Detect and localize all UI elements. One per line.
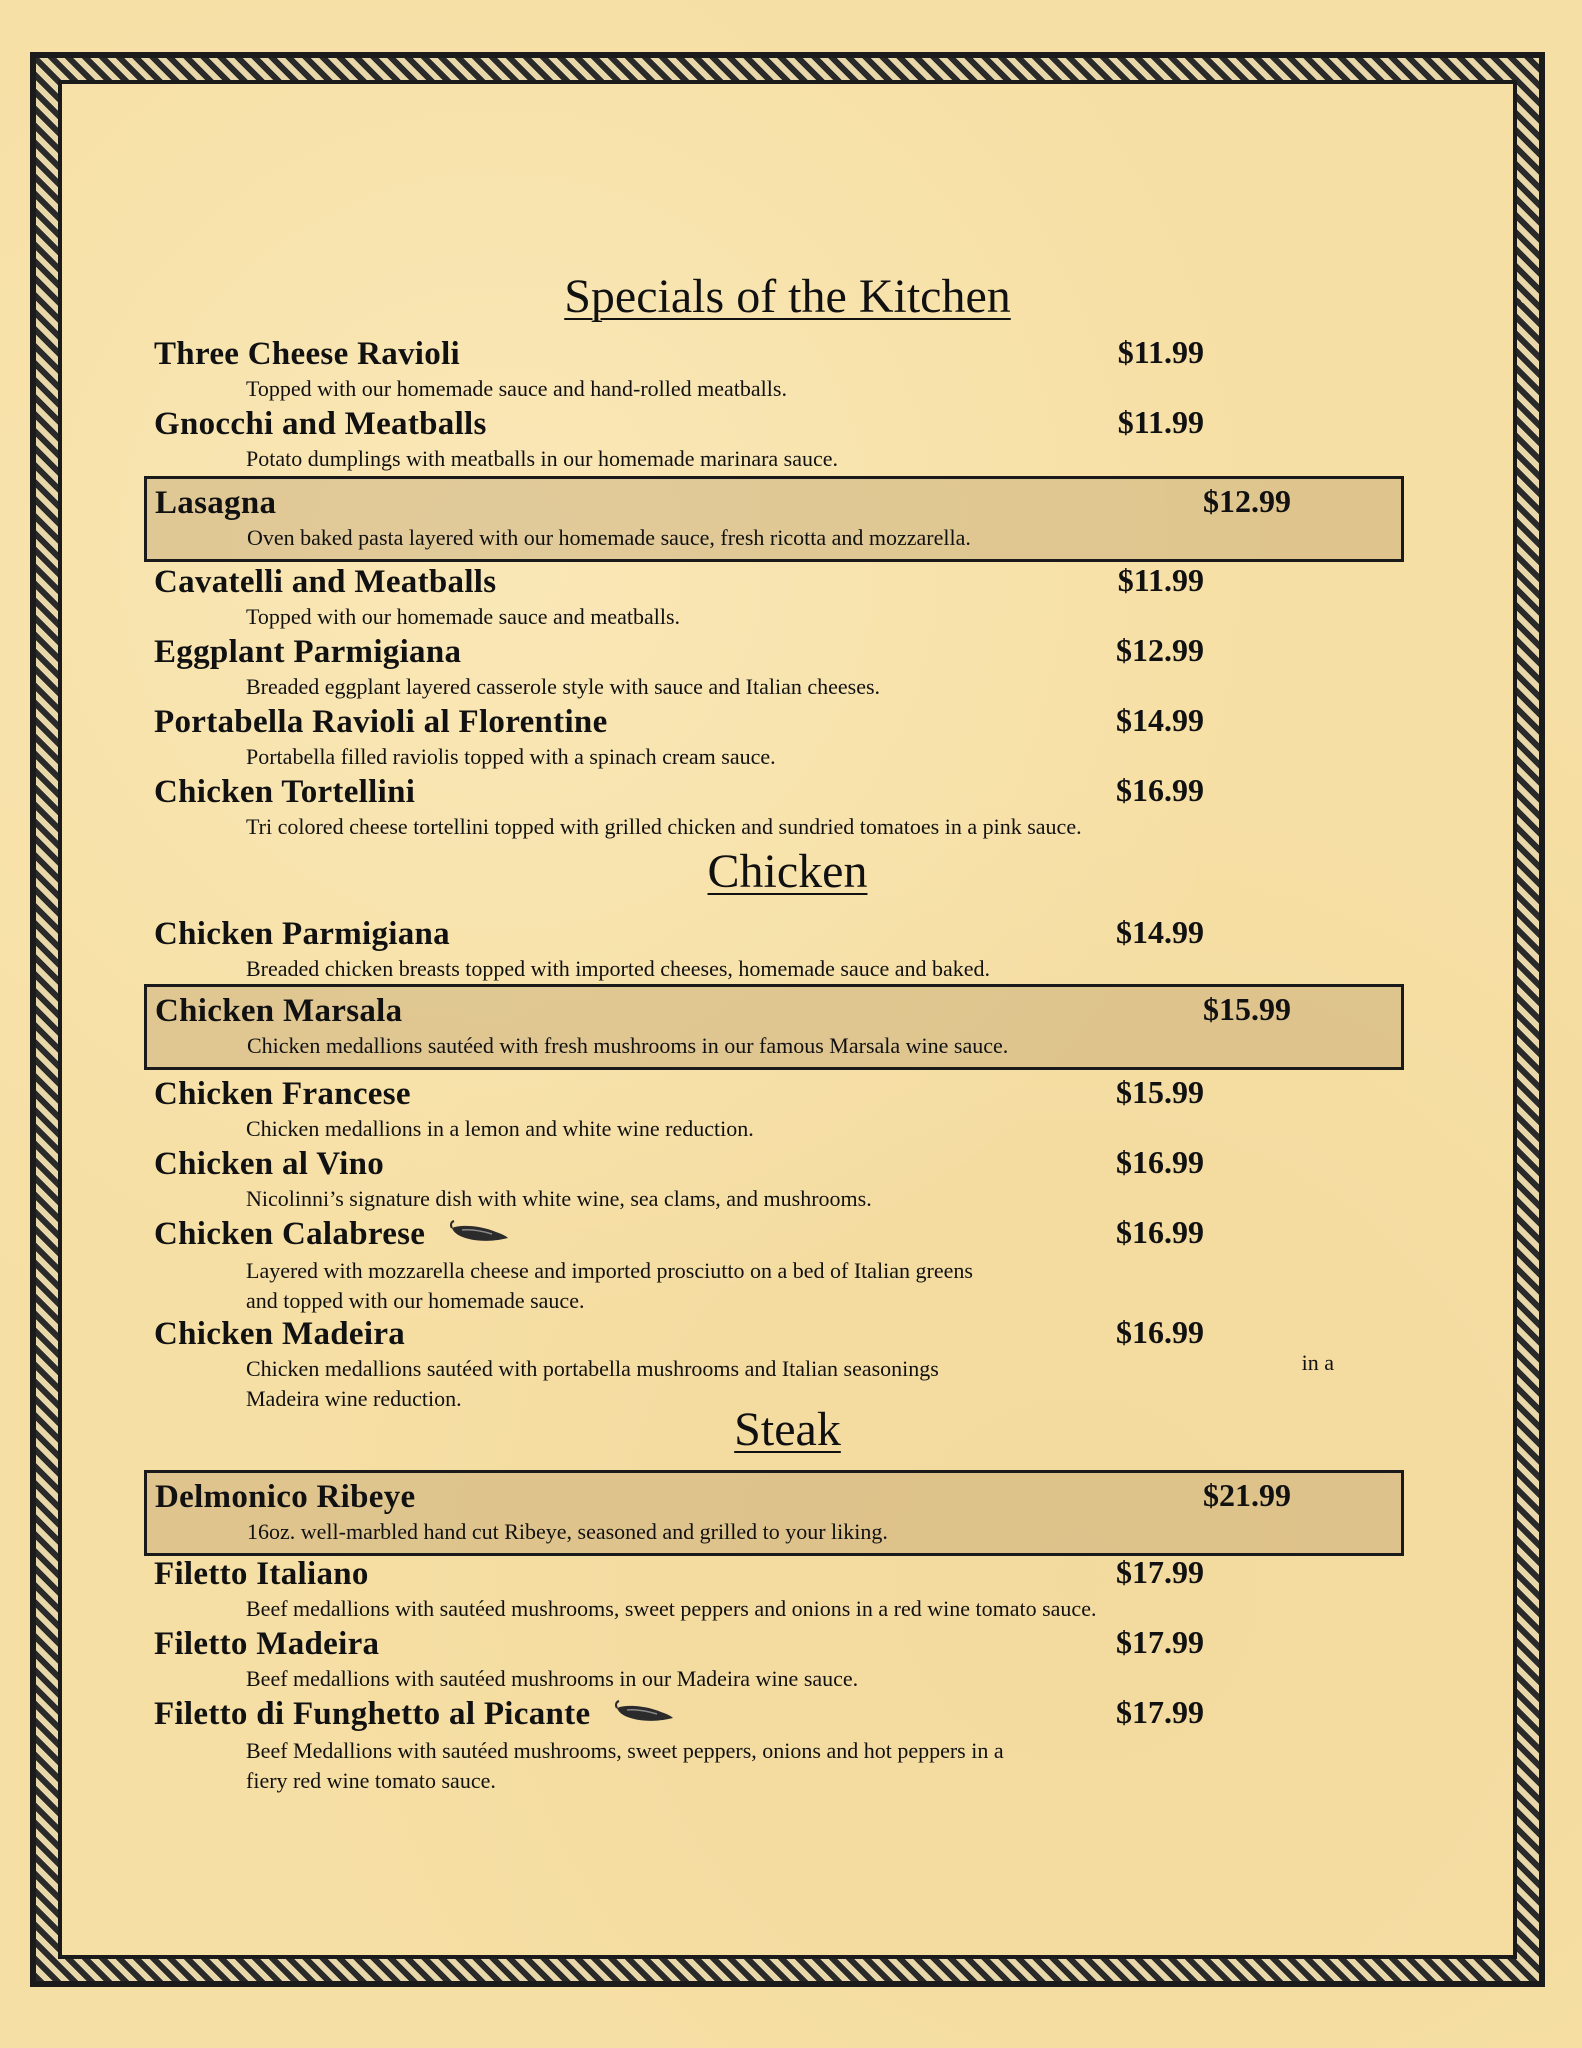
item-description: Portabella filled raviolis topped with a spinach cream sauce.: [246, 744, 776, 769]
menu-item-eggplant-parmigiana: [154, 632, 1294, 702]
item-price: $12.99: [1203, 483, 1291, 519]
section-title-steak: Steak: [734, 1403, 841, 1456]
chili-pepper-icon: [613, 1696, 675, 1736]
item-name: Chicken Marsala: [155, 993, 403, 1029]
item-price: $11.99: [1117, 404, 1204, 440]
menu-border: [30, 52, 1545, 1987]
item-price: $17.99: [1116, 1624, 1204, 1660]
item-name: Chicken al Vino: [154, 1146, 385, 1182]
item-price: $11.99: [1117, 562, 1204, 598]
menu-item-gnocchi: [154, 404, 1294, 474]
item-price: $14.99: [1116, 702, 1204, 738]
item-name: Chicken Francese: [154, 1076, 411, 1112]
item-price: $16.99: [1116, 1144, 1204, 1180]
section-title-specials: Specials of the Kitchen: [564, 270, 1011, 323]
menu-item-lasagna: [144, 476, 1404, 562]
stray-text: in a: [1301, 1350, 1334, 1375]
item-description-line2: Madeira wine reduction.: [246, 1386, 462, 1411]
menu-item-three-cheese-ravioli: [154, 334, 1294, 404]
item-description-line2: and topped with our homemade sauce.: [246, 1288, 585, 1314]
menu-item-chicken-madeira: [154, 1314, 1334, 1414]
item-name: Gnocchi and Meatballs: [154, 406, 487, 442]
item-description: Potato dumplings with meatballs in our homemade marinara sauce.: [246, 446, 839, 471]
item-price: $11.99: [1117, 334, 1204, 370]
item-description: Beef medallions with sautéed mushrooms in our Madeira wine sauce.: [246, 1666, 859, 1691]
menu-item-filetto-italiano: [154, 1554, 1294, 1624]
item-description: Oven baked pasta layered with our homemade sauce, fresh ricotta and mozzarella.: [247, 525, 971, 550]
menu-item-chicken-marsala: [144, 984, 1404, 1070]
item-name: Cavatelli and Meatballs: [154, 564, 497, 600]
item-name: Chicken Tortellini: [154, 774, 416, 810]
menu-item-filetto-madeira: [154, 1624, 1294, 1694]
item-name: Chicken Parmigiana: [154, 916, 450, 952]
item-price: $12.99: [1116, 632, 1204, 668]
item-price: $16.99: [1116, 772, 1204, 808]
item-description: 16oz. well-marbled hand cut Ribeye, seasoned and grilled to your liking.: [247, 1519, 888, 1544]
item-price: $21.99: [1203, 1477, 1291, 1513]
section-title-chicken: Chicken: [707, 845, 868, 898]
item-price: $15.99: [1116, 1074, 1204, 1110]
item-price: $17.99: [1116, 1694, 1204, 1730]
menu-item-chicken-calabrese: [154, 1214, 1294, 1316]
menu-item-portabella-ravioli: [154, 702, 1294, 772]
menu-item-chicken-parmigiana: [154, 914, 1294, 984]
item-description: Chicken medallions sautéed with portabella mushrooms and Italian seasonings: [246, 1356, 939, 1381]
item-description: Beef Medallions with sautéed mushrooms, sweet peppers, onions and hot peppers in a: [246, 1738, 1004, 1764]
item-name: Eggplant Parmigiana: [154, 634, 462, 670]
menu-item-chicken-francese: [154, 1074, 1294, 1144]
menu-item-cavatelli: [154, 562, 1294, 632]
item-description: Breaded chicken breasts topped with imported cheeses, homemade sauce and baked.: [246, 956, 991, 981]
item-description: Chicken medallions sautéed with fresh mushrooms in our famous Marsala wine sauce.: [247, 1033, 1009, 1058]
item-price: $17.99: [1116, 1554, 1204, 1590]
item-price: $15.99: [1203, 991, 1291, 1027]
item-name: Delmonico Ribeye: [155, 1479, 416, 1515]
item-description: Topped with our homemade sauce and meatballs.: [246, 604, 681, 629]
item-name: Portabella Ravioli al Florentine: [154, 704, 608, 740]
menu-item-chicken-tortellini: [154, 772, 1294, 842]
item-name: Lasagna: [155, 485, 277, 521]
item-name: Filetto Italiano: [154, 1556, 369, 1592]
item-description: Chicken medallions in a lemon and white wine reduction.: [246, 1116, 754, 1141]
item-description: Topped with our homemade sauce and hand-rolled meatballs.: [246, 376, 787, 401]
item-name: Chicken Calabrese: [154, 1216, 426, 1252]
chili-pepper-icon: [448, 1216, 510, 1256]
item-description: Tri colored cheese tortellini topped with grilled chicken and sundried tomatoes in a pink sauce.: [246, 814, 1082, 839]
item-price: $16.99: [1116, 1214, 1204, 1250]
menu-item-chicken-al-vino: [154, 1144, 1294, 1214]
item-description-line2: fiery red wine tomato sauce.: [246, 1768, 496, 1794]
item-description: Breaded eggplant layered casserole style with sauce and Italian cheeses.: [246, 674, 881, 699]
item-name: Chicken Madeira: [154, 1316, 406, 1352]
item-name: Filetto Madeira: [154, 1626, 380, 1662]
item-description: Beef medallions with sautéed mushrooms, sweet peppers and onions in a red wine tomato sauce.: [246, 1596, 1097, 1621]
item-description: Nicolinni’s signature dish with white wine, sea clams, and mushrooms.: [246, 1186, 872, 1211]
menu-item-delmonico-ribeye: [144, 1470, 1404, 1556]
menu-item-filetto-funghetto: [154, 1694, 1294, 1796]
item-name: Three Cheese Ravioli: [154, 336, 461, 372]
item-price: $14.99: [1116, 914, 1204, 950]
item-name: Filetto di Funghetto al Picante: [154, 1696, 591, 1732]
item-price: $16.99: [1116, 1314, 1204, 1350]
item-description: Layered with mozzarella cheese and imported prosciutto on a bed of Italian greens: [246, 1258, 973, 1284]
menu-page: [58, 80, 1517, 1959]
